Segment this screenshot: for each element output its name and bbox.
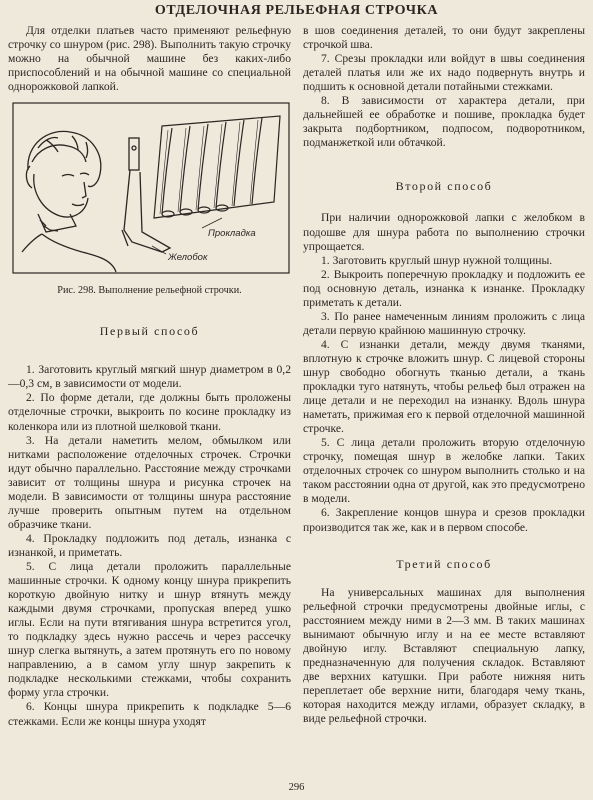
paragraph: 6. Закрепление концов шнура и срезов прокладки производится так же, как и в первом способе. [303,506,585,534]
fabric-pleats-illustration [154,116,280,218]
page-number: 296 [288,782,305,793]
paragraph: 1. Заготовить круглый мягкий шнур диаметром в 0,2—0,3 см, в зависимости от модели. [8,363,291,391]
paragraph: При наличии однорожковой лапки с желобком в подошве для шнура работа по выполнению строчки упрощается. [303,211,585,253]
paragraph: 2. Выкроить поперечную прокладку и подложить ее под основную деталь, изнанка к изнанке. Прокладку приметать к детали. [303,267,585,309]
paragraph: 3. По ранее намеченным линиям проложить с лица детали первую крайнюю машинную строчку. [303,309,585,337]
heading-second-method: Второй способ [395,179,493,194]
paragraph: 4. С изнанки детали, между двумя тканями, вплотную к строчке вложить шнур. С лицевой стороны шнур свободно обогнуть тканью детали, а ткань прокладки туго натянуть, чтобы рельеф был отражен на лице детали и не переходил на изнанку. Вдоль шнура наметать, прижимая его к первой отделочной машинной строчке. [303,337,585,436]
figure-caption: Рис. 298. Выполнение рельефной строчки. [57,285,242,297]
third-method-text [303,586,585,726]
paragraph: 1. Заготовить круглый шнур нужной толщины. [321,253,553,267]
woman-illustration [22,132,116,273]
paragraph: 4. Прокладку подложить под деталь, изнанка с изнанкой, и приметать. [8,531,291,559]
heading-first-method: Первый способ [99,324,200,339]
paragraph: 3. На детали наметить мелом, обмылком или нитками расположение отделочных строчек. Строчки идут обычно параллельно. Расстояние между строчками зависит от толщины шнура и рисунка строчек на модели. В зависимости от толщины шнура расстояние лучше проверить опытным путем на отдельном образчике ткани. [8,433,291,531]
presser-foot-illustration [122,138,170,252]
left-column [8,24,291,729]
paragraph: 5. С лица детали проложить вторую отделочную строчку, помещая шнур в желобке лапки. Таких отделочных строчек со шнуром выполнить столько и на таком расстоянии одна от другой, как это предусмотрено в модели. [303,436,585,506]
paragraph: 5. С лица детали проложить параллельные машинные строчки. К одному концу шнура прикрепить короткую двойную нитку и шнур втянуть между каждыми двумя строчками, пропуская вперед ушко иглы. Если на пути втягивания шнура встретится угол, то подкладку здесь нужно рассечь и через рассечку шнур слегка вытянуть, а затем протянуть его по новому направлению, а в самом углу шнур закрепить к подкладке несколькими стежками, чтобы сохранить форму угла строчки. [8,559,291,700]
page-title: ОТДЕЛОЧНАЯ РЕЛЬЕФНАЯ СТРОЧКА [154,3,439,18]
intro-paragraph: Для отделки платьев часто применяют рельефную строчку со шнуром (рис. 298). Выполнить такую строчку можно на обычной машине без каких-либо приспособлений и на обычной машине со специальной однорожковой лапкой. [8,24,291,94]
figure-298 [12,102,290,274]
second-method-steps [303,211,585,534]
heading-third-method: Третий способ [396,556,492,571]
paragraph: 2. По форме детали, где должны быть проложены отделочные строчки, выкроить по косине прокладку из коленкора или из плотной шелковой ткани. [8,391,291,433]
right-column [303,24,585,726]
paragraph: 7. Срезы прокладки или войдут в швы соединения деталей платья или же их надо подвернуть внутрь и подшить к основной детали потайными стежками. [303,52,585,94]
paragraph: в шов соединения деталей, то они будут закреплены строчкой шва. [303,24,585,52]
first-method-steps [8,363,291,728]
paragraph: На универсальных машинах для выполнения рельефной строчки предусмотрены двойные иглы, с расстоянием между ними в 2—3 мм. В таких машинах вынимают обычную иглу и на ее месте вставляют двойную иглу. Вставляют специальную лапку, предназначенную для получения складок. Вставляют две верхних катушки. При работе нижняя нить переплетает обе верхние нити, благодаря чему ткань, которая находится между иглами, образует складку, в виде рельефной строчки. [303,585,585,726]
figure-label-zhelobok: Желобок [168,252,208,264]
paragraph: 6. Концы шнура прикрепить к подкладке 5—6 стежками. Если же концы шнура уходят [8,700,291,728]
figure-label-prokladka: Прокладка [208,228,256,240]
paragraph: 8. В зависимости от характера детали, при дальнейшей ее обработке и пошиве, прокладка будет закрыта подбортником, подпосом, подворотником, подманжеткой или обтачкой. [303,94,585,150]
relief-stitch-illustration [12,102,290,274]
first-method-continued [303,24,585,150]
